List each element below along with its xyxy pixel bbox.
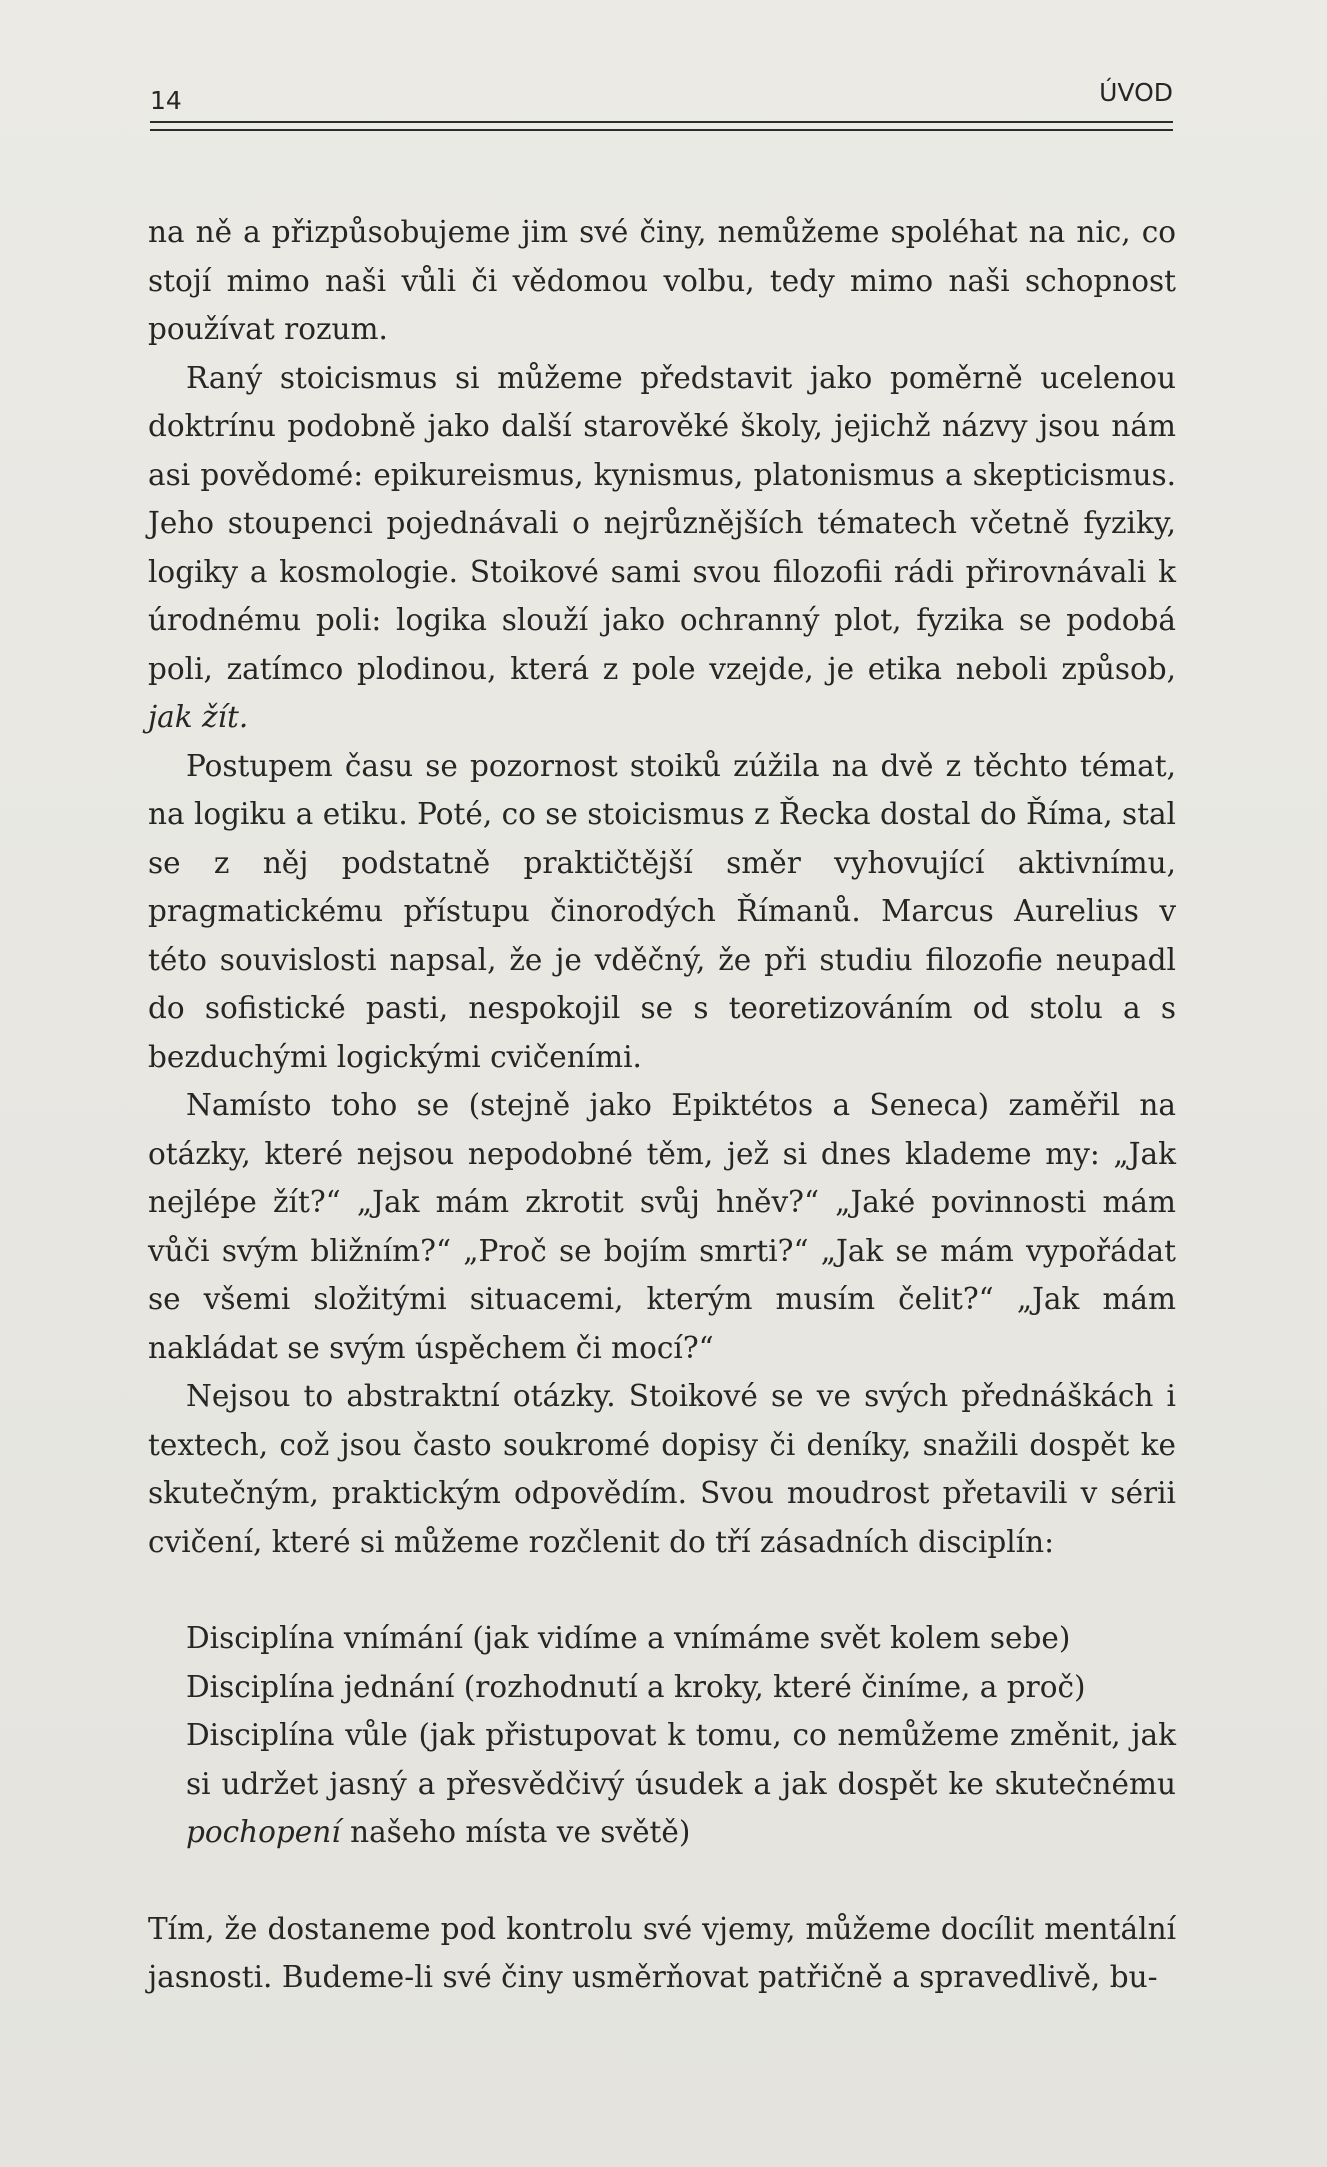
discipline-perception: Disciplína vnímání (jak vidíme a vnímáme svět kolem sebe) — [186, 1621, 1071, 1655]
emphasis-understanding: pochopení — [186, 1815, 341, 1849]
discipline-list — [186, 1614, 1176, 1857]
discipline-will-text: Disciplína vůle (jak přistupovat k tomu, co nemůžeme změnit, jak si udržet jasný a přesvědčivý úsudek a jak dospět ke skutečnému — [186, 1718, 1176, 1801]
chapter-title: ÚVOD — [1099, 78, 1173, 107]
paragraph-early-stoicism — [148, 354, 1176, 742]
paragraph-logic-ethics: Postupem času se pozornost stoiků zúžila na dvě z těchto témat, na logiku a etiku. Poté, co se stoicismus z Řecka dostal do Říma, stal se z něj podstatně praktičtější směr vyhovující aktivnímu, pragmatickému přístupu činorodých Římanů. Marcus Aurelius v této souvislosti napsal, že je vděčný, že při studiu filozofie neupadl do sofistické pasti, nespokojil se s teoretizováním od stolu a s bezduchými logickými cvičeními. — [148, 748, 1176, 1074]
page-number: 14 — [150, 86, 182, 115]
paragraph-questions: Namísto toho se (stejně jako Epiktétos a Seneca) zaměřil na otázky, které nejsou nepodobné těm, jež si dnes klademe my: „Jak nejlépe žít?“ „Jak mám zkrotit svůj hněv?“ „Jaké povinnosti mám vůči svým bližním?“ „Proč se bojím smrti?“ „Jak se mám vypořádat se všemi složitými situacemi, kterým musím čelit?“ „Jak mám nakládat se svým úspěchem či mocí?“ — [148, 1088, 1176, 1365]
emphasis-how-to-live: jak žít. — [148, 700, 249, 734]
body-text — [148, 208, 1176, 2002]
discipline-will-text-end: našeho místa ve světě) — [350, 1815, 691, 1849]
running-head — [150, 78, 1173, 118]
discipline-action: Disciplína jednání (rozhodnutí a kroky, které činíme, a proč) — [186, 1669, 1086, 1704]
paragraph-mental-clarity: Tím, že dostaneme pod kontrolu své vjemy, můžeme docílit mentální jasnosti. Budeme-li své činy usměrňovat patřičně a spravedlivě, bu- — [148, 1911, 1176, 1994]
paragraph-text: Raný stoicismus si můžeme představit jako poměrně ucelenou doktrínu podobně jako další starověké školy, jejichž názvy jsou nám asi povědomé: epikureismus, kynismus, platonismus a skepticismus. Jeho stoupenci pojednávali o nejrůznějších tématech včetně fyziky, logiky a kosmologie. Stoikové sami svou filozofii rádi přirovnávali k úrodnému poli: logika slouží jako ochranný plot, fyzika se podobá poli, zatímco plodinou, která z pole vzejde, je etika neboli způsob, — [148, 360, 1176, 686]
paragraph-continued: na ně a přizpůsobujeme jim své činy, nemůžeme spoléhat na nic, co stojí mimo naši vůli či vědomou volbu, tedy mimo naši schopnost používat rozum. — [148, 215, 1176, 346]
discipline-will — [186, 1711, 1176, 1857]
paragraph-abstract-questions: Nejsou to abstraktní otázky. Stoikové se ve svých přednáškách i textech, což jsou často soukromé dopisy či deníky, snažili dospět ke skutečným, praktickým odpovědím. Svou moudrost přetavili v sérii cvičení, které si můžeme rozčlenit do tří zásadních disciplín: — [148, 1379, 1176, 1559]
header-rule — [150, 121, 1173, 131]
